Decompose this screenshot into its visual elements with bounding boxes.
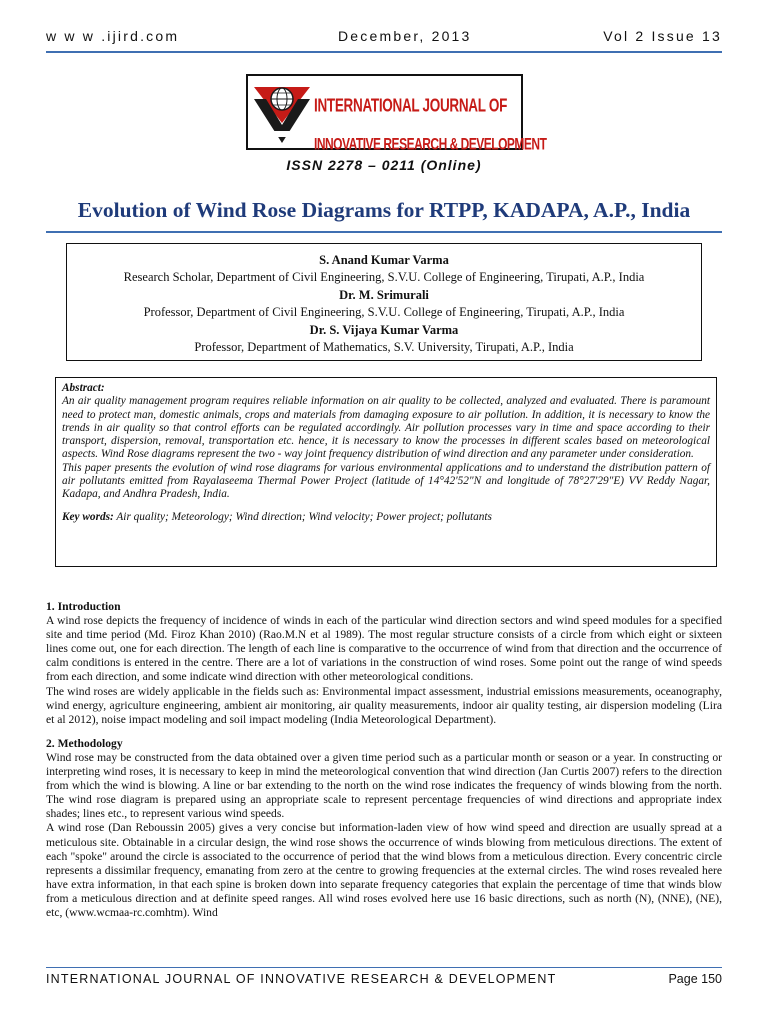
logo-line-1: INTERNATIONAL JOURNAL OF [314, 95, 508, 116]
author-affiliation: Research Scholar, Department of Civil Engineering, S.V.U. College of Engineering, Tirupati, A.P., India [123, 270, 645, 285]
header-rule [46, 51, 722, 53]
abstract-paragraph: This paper presents the evolution of wind rose diagrams for various environmental applications and to understand the distribution pattern of air pollutants emitted from Rayalaseema Thermal Power Project (latitude of 14°42'52"N and longitude of 78°27'29"E) VV Reddy Nagar, Kadapa, and Andhra Pradesh, India. [62, 461, 710, 501]
author-affiliation: Professor, Department of Civil Engineering, S.V.U. College of Engineering, Tirupati, A.P., India [143, 305, 625, 320]
page-number: Page 150 [668, 972, 722, 986]
title-rule [46, 231, 722, 233]
footer-rule [46, 967, 722, 968]
section-heading: 2. Methodology [46, 736, 123, 750]
author-affiliation: Professor, Department of Mathematics, S.V. University, Tirupati, A.P., India [194, 340, 574, 355]
author-name: Dr. S. Vijaya Kumar Varma [309, 322, 459, 337]
author-name: Dr. M. Srimurali [339, 287, 429, 302]
keywords [62, 511, 710, 524]
abstract-box [55, 377, 717, 567]
logo-line-2: INNOVATIVE RESEARCH & DEVELOPMENT [314, 134, 547, 154]
running-footer [46, 972, 722, 990]
paper-title: Evolution of Wind Rose Diagrams for RTPP, KADAPA, A.P., India [77, 198, 691, 222]
body-paragraph: Wind rose may be constructed from the data obtained over a given time period such as a particular month or season or a year. In constructing or interpreting wind roses, it is necessary to keep in mind the meteorological convention that wind direction (Jan Curtis 2007) refers to the direction from which the wind is blowing. A line or bar extending to the north on the wind rose indicates the frequency of winds blowing from the north. The wind rose diagram is prepared using an appropriate scale to represent percentage frequencies of wind directions and appropriate index shades; lines etc., to represent various wind speeds. [46, 750, 722, 821]
header-volume: Vol 2 Issue 13 [603, 28, 722, 44]
author-box [66, 243, 702, 361]
section-spacer [46, 727, 722, 737]
header-date: December, 2013 [338, 28, 472, 44]
running-header [46, 28, 722, 50]
body-paragraph: The wind roses are widely applicable in the fields such as: Environmental impact assessment, industrial emissions measurements, oceanography, wind energy, agriculture engineering, ambient air monitoring, air quality measurements, indoor air quality testing, air dispersion modeling (Lira et al 2012), noise impact modeling and soil impact modeling (India Meteorological Department). [46, 684, 722, 726]
footer-journal: INTERNATIONAL JOURNAL OF INNOVATIVE RESEARCH & DEVELOPMENT [46, 972, 557, 986]
globe-emblem-icon [252, 79, 312, 145]
issn: ISSN 2278 – 0211 (Online) [286, 157, 482, 173]
header-website[interactable]: w w w .ijird.com [46, 28, 180, 44]
body-paragraph: A wind rose (Dan Reboussin 2005) gives a very concise but information-laden view of how wind speed and direction are usually spread at a meticulous site. Obtainable in a circular design, the wind rose shows the occurrence of winds blowing from meticulous directions. The extent of each "spoke" around the circle is associated to the occurrence of period that the wind blows from a meticulous direction. Every concentric circle represents a dissimilar frequency, emanating from zero at the centre to growing frequencies at the external circles. The wind roses revealed here have extra information, in that each spine is broken down into separate frequency categories that explain the percentage of time that winds blow from a meticulous direction and at definite speed ranges. All wind roses evolved here use 16 basic directions, such as north (N), (NNE), (NE), etc, (www.wcmaa-rc.comhtm). Wind [46, 821, 722, 919]
keywords-label: Key words: [62, 510, 114, 523]
body-text [46, 600, 722, 920]
keywords-list: Air quality; Meteorology; Wind direction; Wind velocity; Power project; pollutants [113, 510, 492, 523]
journal-logo [246, 74, 547, 154]
abstract-paragraph: An air quality management program requires reliable information on air quality to be collected, analyzed and evaluated. There is paramount need to protect man, domestic animals, crops and materials from damaging exposure to air pollution. In addition, it is necessary to know the trends in air quality so that control efforts can be regulated accordingly. Air pollution processes vary in time and space according to their transport, dispersion, removal, transportation etc. hence, it is necessary to know the processes in different scales based on meteorological aspects. Wind Rose diagrams represent the two - way joint frequency distribution of wind direction and any parameter under consideration. [62, 395, 710, 461]
abstract-heading: Abstract: [62, 382, 105, 394]
logo-wordmark [314, 86, 547, 164]
body-paragraph: A wind rose depicts the frequency of incidence of winds in each of the particular wind direction sectors and wind speed modules for a specified site and time period (Md. Firoz Khan 2010) (Rao.M.N et al 1989). The most regular structure consists of a circle from which eight or sixteen lines come out, one for each direction. The length of each line is comparative to the occurrence of wind from that direction and the occurrence of calm conditions is entered in the centre. There are a lot of variations in the construction of wind roses. Some point out the range of wind speeds from each direction, and some indicate wind direction with other meteorological conditions. [46, 614, 722, 684]
section-heading: 1. Introduction [46, 600, 121, 613]
author-name: S. Anand Kumar Varma [319, 253, 449, 267]
